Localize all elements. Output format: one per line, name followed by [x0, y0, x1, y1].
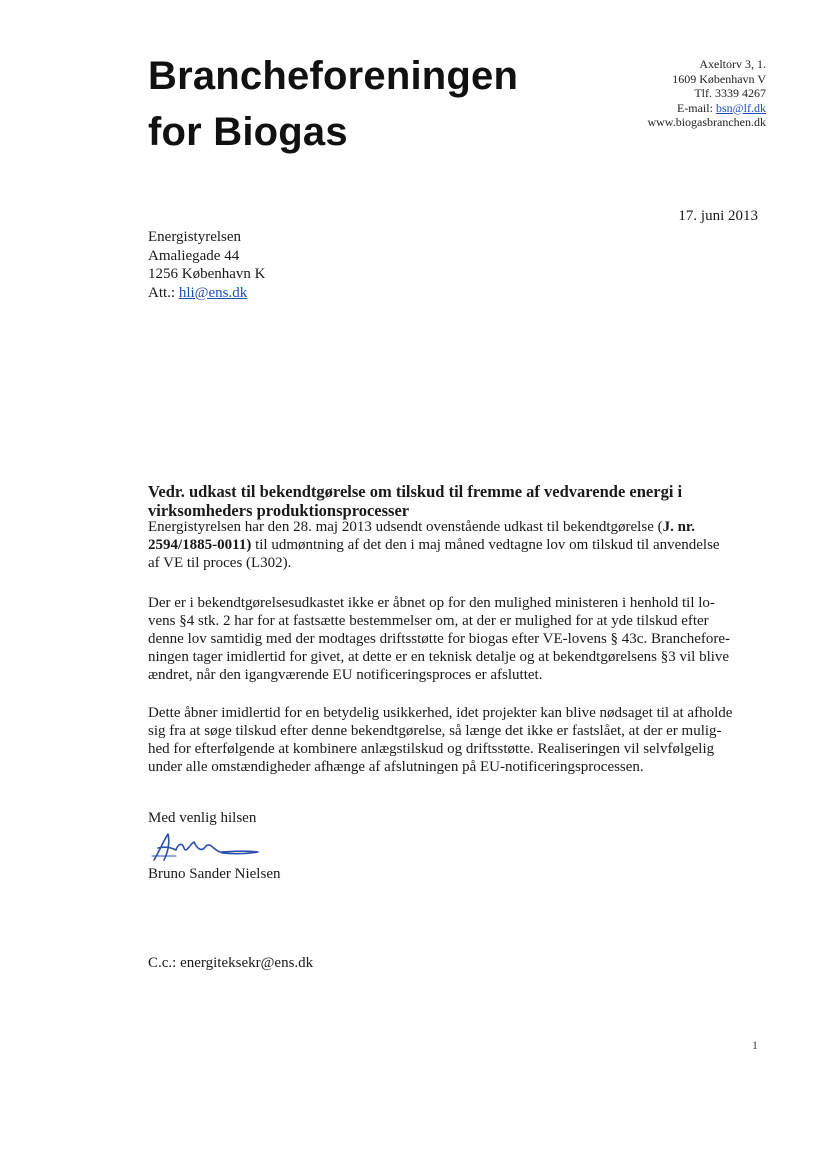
subject-line2: virksomheders produktionsprocesser — [148, 501, 410, 520]
paragraph-1-line2 — [148, 536, 768, 554]
address-website: www.biogasbranchen.dk — [647, 115, 766, 129]
subject-line1: Vedr. udkast til bekendtgørelse om tilskud til fremme af vedvarende energi i — [148, 482, 683, 501]
att-label: Att.: — [148, 284, 176, 301]
email-label: E-mail: — [676, 100, 713, 115]
paragraph-3 — [148, 704, 768, 776]
recipient-block — [148, 228, 265, 302]
paragraph-line: denne lov samtidig med der modtages driftsstøtte for biogas efter VE-lovens § 43c. Branchefore- — [148, 631, 731, 647]
address-city: 1609 København V — [672, 71, 766, 86]
letterhead-email-link[interactable]: bsn@lf.dk — [715, 100, 766, 115]
signer-name: Bruno Sander Nielsen — [148, 866, 281, 882]
letterhead-address — [647, 57, 766, 130]
paragraph-1-text: Energistyrelsen har den 28. maj 2013 udsendt ovenstående udkast til bekendtgørelse ( — [148, 519, 663, 535]
paragraph-1-line3: af VE til proces (L302). — [148, 555, 292, 571]
paragraph-line: under alle omstændigheder afhænge af afslutningen på EU-notificeringsprocessen. — [148, 759, 644, 775]
recipient-city: 1256 København K — [148, 266, 266, 282]
paragraph-1 — [148, 518, 768, 572]
address-phone: Tlf. 3339 4267 — [694, 86, 766, 100]
paragraph-line: ningen tager imidlertid for givet, at dette er en teknisk detalje og at bekendtgørelsens §3 vil blive — [148, 649, 730, 665]
address-street: Axeltorv 3, 1. — [699, 57, 766, 71]
address-email-row — [647, 101, 766, 116]
page-number: 1 — [752, 1038, 758, 1052]
att-email-link[interactable]: hli@ens.dk — [178, 284, 248, 301]
organization-name-line2: for Biogas — [148, 110, 348, 154]
paragraph-line: Dette åbner imidlertid for en betydelig usikkerhed, idet projekter kan blive nødsaget til at afholde — [148, 705, 733, 721]
case-number-part2: 2594/1885-0011) — [148, 537, 252, 553]
paragraph-line: vens §4 stk. 2 har for at fastsætte bestemmelser om, at der er mulighed for at yde tilskud efter — [148, 613, 709, 629]
handwritten-signature — [146, 830, 266, 866]
paragraph-1-text-cont: til udmøntning af det den i maj måned vedtagne lov om tilskud til anvendelse — [251, 537, 720, 553]
case-number-part1: J. nr. — [662, 519, 695, 535]
recipient-att-row — [148, 284, 265, 303]
recipient-street: Amaliegade 44 — [148, 247, 240, 264]
paragraph-line: Der er i bekendtgørelsesudkastet ikke er åbnet op for den mulighed ministeren i henhold til lo- — [148, 595, 715, 611]
letter-date: 17. juni 2013 — [678, 208, 758, 224]
paragraph-line: sig fra at søge tilskud efter denne bekendtgørelse, så længe det ikke er fastslået, at der er mulig- — [148, 723, 722, 739]
letter-subject — [148, 482, 768, 520]
paragraph-2 — [148, 594, 768, 684]
organization-name-line1: Brancheforeningen — [148, 54, 519, 98]
paragraph-line: hed for efterfølgende at kombinere anlægstilskud og driftsstøtte. Realiseringen vil selvfølgelig — [148, 741, 715, 757]
closing-salutation: Med venlig hilsen — [148, 810, 257, 826]
carbon-copy: C.c.: energiteksekr@ens.dk — [148, 955, 314, 971]
paragraph-1-line1 — [148, 518, 768, 536]
paragraph-line: ændret, når den igangværende EU notificeringsproces er afsluttet. — [148, 667, 543, 683]
recipient-org: Energistyrelsen — [148, 229, 242, 245]
organization-name — [148, 48, 588, 160]
